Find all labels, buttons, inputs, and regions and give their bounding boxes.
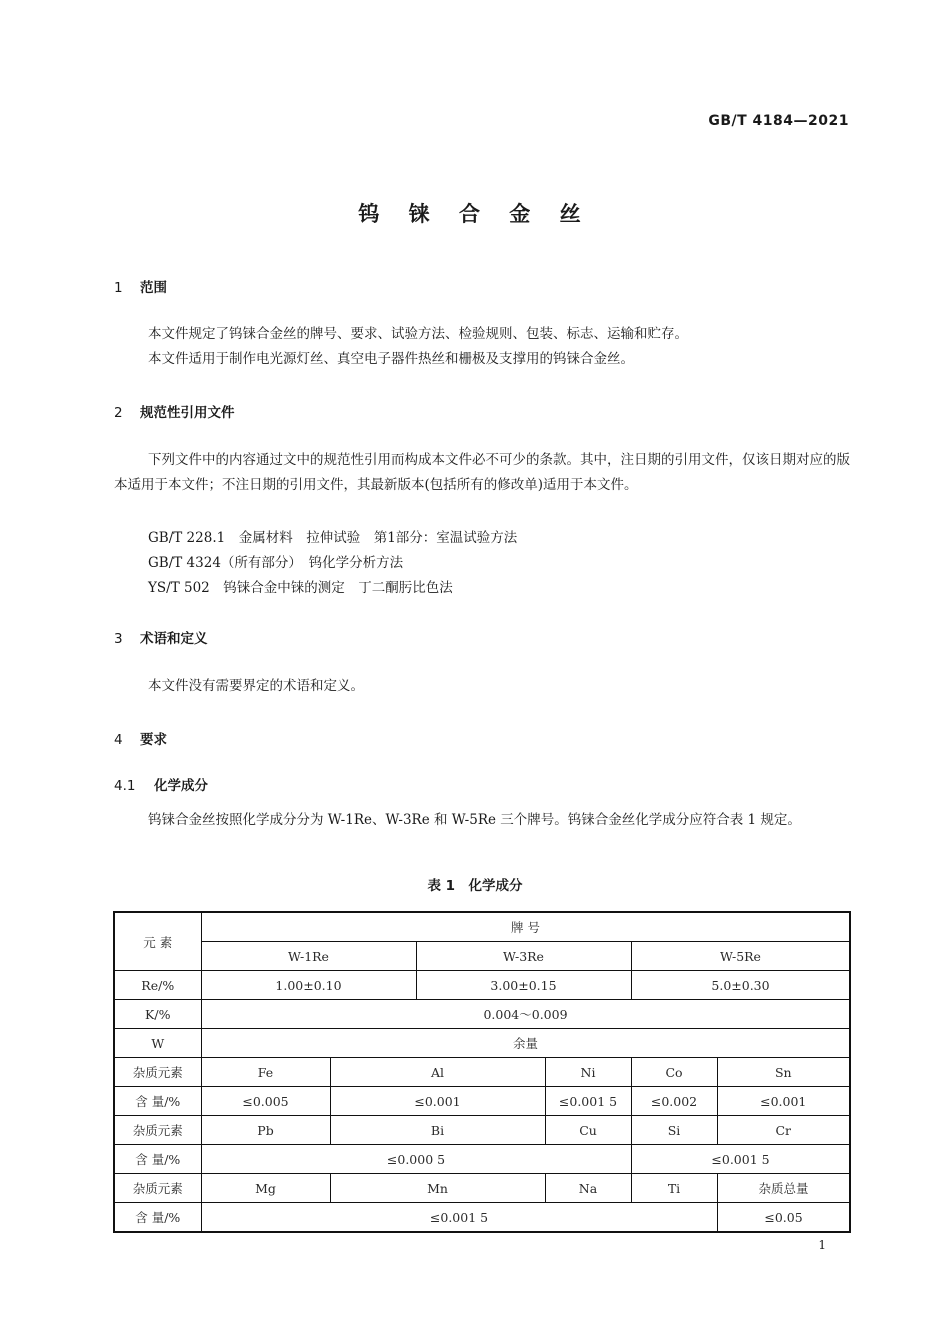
value-cell: 1.00±0.10 [201, 971, 416, 1000]
impurity-element-cell: Cr [717, 1116, 850, 1145]
row-label-cell: W [114, 1029, 201, 1058]
impurity-element-cell: Ti [631, 1174, 717, 1203]
impurity-element-cell: Sn [717, 1058, 850, 1087]
section-4-1-text: 钨铼合金丝按照化学成分分为 W-1Re、W-3Re 和 W-5Re 三个牌号。钨铼合金丝化学成分应符合表 1 规定。 [148, 812, 801, 828]
section-2-heading [114, 401, 235, 421]
table-row [114, 1029, 850, 1058]
grade-header-cell: 牌 号 [201, 912, 850, 942]
grade-cell: W-1Re [201, 942, 416, 971]
content-cell: ≤0.002 [631, 1087, 717, 1116]
row-label-cell: 杂质元素 [114, 1174, 201, 1203]
element-header-cell: 元 素 [114, 912, 201, 971]
section-number: 3 [114, 631, 123, 647]
section-2-intro: 下列文件中的内容通过文中的规范性引用而构成本文件必不可少的条款。其中，注日期的引用文件，仅该日期对应的版本适用于本文件；不注日期的引用文件，其最新版本(包括所有的修改单)适用于本文件。 [114, 452, 850, 493]
section-1-paragraph-2: 本文件适用于制作电光源灯丝、真空电子器件热丝和栅极及支撑用的钨铼合金丝。 [148, 351, 634, 367]
impurity-element-cell: Si [631, 1116, 717, 1145]
impurity-element-cell: 杂质总量 [717, 1174, 850, 1203]
content-cell: ≤0.001 5 [631, 1145, 850, 1174]
section-4-heading [114, 728, 167, 748]
table-row [114, 1145, 850, 1174]
table-row [114, 1058, 850, 1087]
row-label-cell: 杂质元素 [114, 1058, 201, 1087]
section-1-paragraph-1: 本文件规定了钨铼合金丝的牌号、要求、试验方法、检验规则、包装、标志、运输和贮存。 [148, 326, 688, 342]
row-label-cell: 含 量/% [114, 1087, 201, 1116]
table-row [114, 1000, 850, 1029]
section-title: 术语和定义 [140, 631, 208, 647]
content-cell: ≤0.001 5 [201, 1203, 717, 1233]
reference-item: GB/T 4324（所有部分） 钨化学分析方法 [148, 555, 404, 571]
section-title: 范围 [140, 280, 167, 296]
section-3-heading [114, 627, 208, 647]
impurity-element-cell: Co [631, 1058, 717, 1087]
document-title: 钨 铼 合 金 丝 [358, 202, 592, 226]
table-row [114, 1116, 850, 1145]
section-title: 要求 [140, 732, 167, 748]
reference-item: YS/T 502 钨铼合金中铼的测定 丁二酮肟比色法 [148, 580, 453, 596]
content-cell: ≤0.001 [330, 1087, 545, 1116]
impurity-element-cell: Bi [330, 1116, 545, 1145]
section-number: 4.1 [114, 778, 136, 794]
grade-cell: W-5Re [631, 942, 850, 971]
reference-item: GB/T 228.1 金属材料 拉伸试验 第1部分：室温试验方法 [148, 530, 518, 546]
table-row [114, 1203, 850, 1233]
content-cell: ≤0.005 [201, 1087, 330, 1116]
value-cell: 5.0±0.30 [631, 971, 850, 1000]
section-1-heading [114, 276, 167, 296]
row-label-cell: K/% [114, 1000, 201, 1029]
content-cell: ≤0.05 [717, 1203, 850, 1233]
impurity-element-cell: Ni [545, 1058, 631, 1087]
content-cell: ≤0.001 5 [545, 1087, 631, 1116]
table-row [114, 1174, 850, 1203]
section-4-1-heading [114, 774, 208, 794]
row-label-cell: 杂质元素 [114, 1116, 201, 1145]
section-3-text: 本文件没有需要界定的术语和定义。 [148, 678, 364, 694]
value-cell: 0.004～0.009 [201, 1000, 850, 1029]
value-cell: 3.00±0.15 [416, 971, 631, 1000]
row-label-cell: Re/% [114, 971, 201, 1000]
row-label-cell: 含 量/% [114, 1203, 201, 1233]
impurity-element-cell: Cu [545, 1116, 631, 1145]
impurity-element-cell: Mg [201, 1174, 330, 1203]
table-row [114, 971, 850, 1000]
impurity-element-cell: Na [545, 1174, 631, 1203]
impurity-element-cell: Al [330, 1058, 545, 1087]
table-row [114, 1087, 850, 1116]
page-number: 1 [818, 1238, 826, 1252]
table-row [114, 912, 850, 942]
table-row [114, 942, 850, 971]
section-title: 化学成分 [154, 778, 208, 794]
section-number: 2 [114, 405, 123, 421]
impurity-element-cell: Pb [201, 1116, 330, 1145]
impurity-element-cell: Mn [330, 1174, 545, 1203]
section-number: 4 [114, 732, 123, 748]
row-label-cell: 含 量/% [114, 1145, 201, 1174]
grade-cell: W-3Re [416, 942, 631, 971]
section-title: 规范性引用文件 [140, 405, 235, 421]
impurity-element-cell: Fe [201, 1058, 330, 1087]
table-1-caption: 表 1 化学成分 [427, 878, 523, 894]
content-cell: ≤0.000 5 [201, 1145, 631, 1174]
section-number: 1 [114, 280, 123, 296]
value-cell: 余量 [201, 1029, 850, 1058]
content-cell: ≤0.001 [717, 1087, 850, 1116]
document-code: GB/T 4184—2021 [708, 113, 849, 129]
chemical-composition-table [113, 911, 851, 1233]
